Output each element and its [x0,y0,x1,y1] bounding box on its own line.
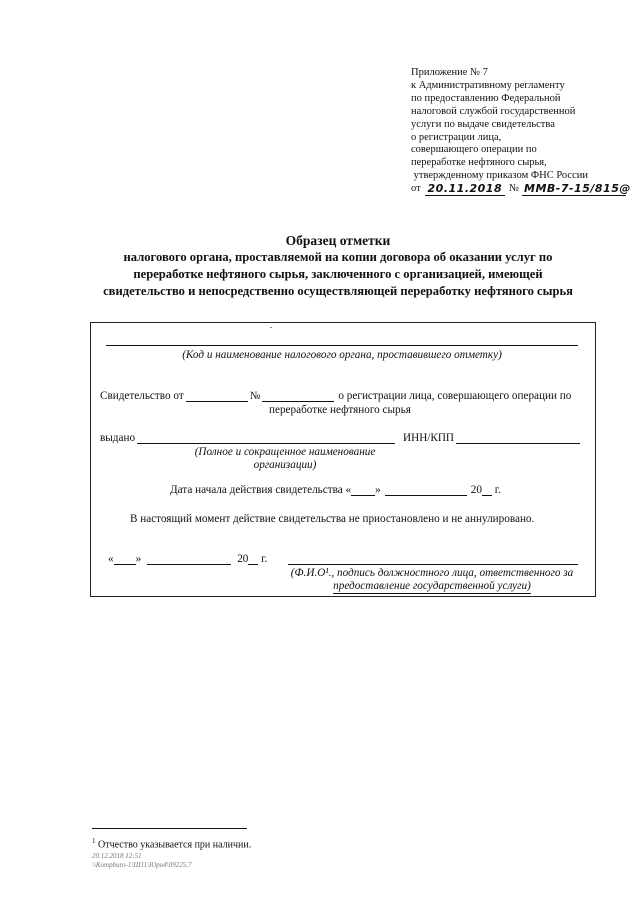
issued-label: выдано [100,432,136,444]
organization-caption-line: (Полное и сокращенное наименование [194,446,376,458]
tax-authority-line [106,345,578,346]
appendix-line: о регистрации лица, [411,131,502,143]
appendix-line: по предоставлению Федеральной [411,92,561,104]
start-date-label: Дата начала действия свидетельства « [170,484,352,496]
appendix-line: Приложение № 7 [411,67,488,78]
order-date-line [411,182,631,196]
title-line: Образец отметки [285,233,391,248]
certificate-number-blank [262,390,334,402]
close-quote: » [375,484,381,496]
issued-line [100,432,580,444]
handwritten-date: 20.11.2018 [425,183,505,196]
sign-year-label: 20 [237,553,249,565]
title-line: свидетельство и непосредственно осуществляющей переработку нефтяного сырья [103,284,573,298]
year-blank [482,484,492,496]
signature-date-line [108,553,267,565]
appendix-line: утвержденному приказом ФНС России [411,170,588,182]
print-stamp-line: 20.12.2018 12:51 [92,852,142,860]
appendix-line: налоговой службой государственной [411,105,576,117]
from-label: от [411,183,421,195]
sign-year-blank [248,553,258,565]
organization-caption [170,446,400,472]
footnote [92,837,251,850]
sign-day-blank [114,553,136,565]
signature-caption-line: предоставление государственной услуги) [333,580,531,592]
status-text: В настоящий момент действие свидетельства не приостановлено и не аннулировано. [130,513,535,525]
footnote-separator [92,828,247,829]
number-sign: № [249,390,261,402]
print-stamp [92,852,192,870]
footnote-text: Отчество указывается при наличии. [95,839,252,851]
year-suffix: г. [491,484,501,496]
title-line: переработке нефтяного сырья, заключенного с организацией, имеющей [133,267,543,281]
appendix-header [411,67,631,196]
scan-speck [270,327,272,328]
day-blank [351,484,375,496]
certificate-line-2: переработке нефтяного сырья [269,404,411,416]
inn-kpp-blank [456,432,580,444]
sign-month-blank [147,553,231,565]
year-label: 20 [470,484,482,496]
sign-close-quote: » [135,553,142,565]
handwritten-order-number: ММВ-7-15/815@ [524,182,631,196]
title-line: налогового органа, проставляемой на копии договора об оказании услуг по [123,250,553,264]
appendix-line: услуги по выдаче свидетельства [411,118,555,130]
inn-kpp-label: ИНН/КПП [403,432,455,444]
certificate-suffix: о регистрации лица, совершающего операции по [338,390,572,402]
appendix-line: переработке нефтяного сырья, [411,157,547,169]
signature-blank [288,564,578,565]
appendix-line: к Административному регламенту [411,79,565,91]
month-blank [385,484,467,496]
signature-caption [282,567,582,594]
certificate-line [100,390,571,402]
organization-name-blank [137,432,395,444]
certificate-date-blank [186,390,248,402]
number-label: № [508,183,519,195]
organization-caption-line: организации) [253,459,317,471]
sign-year-suffix: г. [258,553,268,565]
signature-caption-line: (Ф.И.О¹., подпись должностного лица, ответственного за [290,567,574,579]
appendix-line: совершающего операции по [411,144,537,156]
certificate-prefix: Свидетельство от [100,390,184,402]
document-title [90,232,586,300]
tax-authority-caption: (Код и наименование налогового органа, проставившего отметку) [182,349,502,361]
sign-open-quote: « [108,553,114,565]
start-date-line [170,484,501,496]
print-stamp-line: \\Kompburo-1\Ш11\Юри4\09225.7 [92,861,192,869]
footnote-mark: 1 [92,837,96,845]
